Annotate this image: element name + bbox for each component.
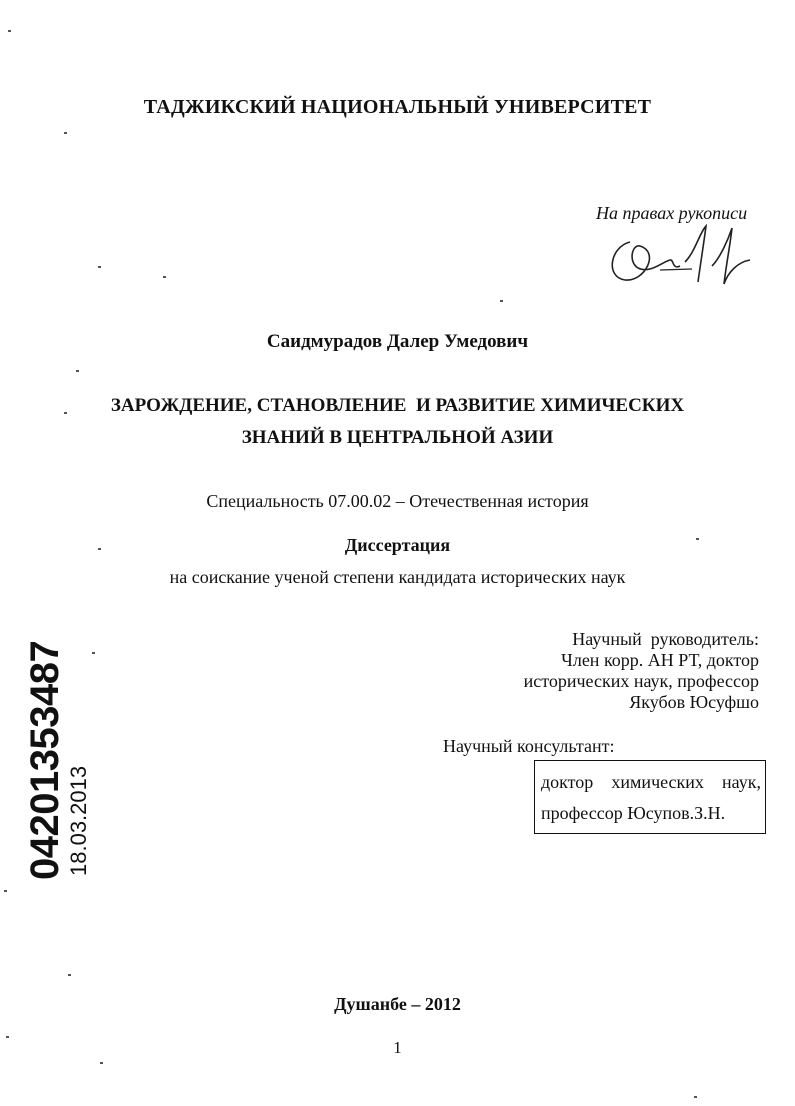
stamp-date: 18.03.2013: [66, 765, 91, 876]
consultant-line-1: доктор химических наук,: [541, 772, 761, 792]
supervisor-line-2: исторических наук, профессор: [523, 671, 759, 691]
consultant-box: [534, 760, 766, 834]
supervisor-line-1: Член корр. АН РТ, доктор: [561, 650, 759, 670]
author-name: Саидмурадов Далер Умедович: [266, 331, 529, 352]
scan-speck: [4, 890, 7, 892]
document-type: Диссертация: [344, 535, 451, 555]
signature-icon: [600, 222, 760, 290]
university-name: ТАДЖИКСКИЙ НАЦИОНАЛЬНЫЙ УНИВЕРСИТЕТ: [143, 96, 652, 118]
scan-speck: [694, 1096, 697, 1098]
registration-stamp: [24, 641, 92, 880]
supervisor-block: [524, 629, 759, 713]
scan-speck: [98, 266, 101, 268]
title-line-1: ЗАРОЖДЕНИЕ, СТАНОВЛЕНИЕ И РАЗВИТИЕ ХИМИЧЕСКИХ: [110, 395, 685, 416]
scan-speck: [500, 300, 503, 302]
scan-speck: [64, 132, 67, 134]
scan-speck: [100, 1062, 103, 1064]
scan-speck: [696, 538, 699, 540]
scan-speck: [98, 548, 101, 550]
scan-speck: [163, 276, 166, 278]
stamp-number: 04201353487: [23, 640, 67, 880]
title-line-2: ЗНАНИЙ В ЦЕНТРАЛЬНОЙ АЗИИ: [241, 427, 554, 448]
consultant-line-2: профессор Юсупов.З.Н.: [541, 803, 726, 823]
scan-speck: [64, 412, 67, 414]
scan-speck: [92, 652, 95, 654]
degree-line: на соискание ученой степени кандидата исторических наук: [169, 567, 626, 587]
rights-note: На правах рукописи: [596, 203, 748, 223]
supervisor-label: Научный руководитель:: [572, 629, 759, 649]
supervisor-name: Якубов Юсуфшо: [629, 692, 759, 712]
scan-speck: [76, 370, 79, 372]
scan-speck: [8, 30, 11, 32]
consultant-label: Научный консультант:: [443, 736, 615, 756]
scan-speck: [68, 974, 71, 976]
scan-speck: [6, 1036, 9, 1038]
specialty: Специальность 07.00.02 – Отечественная история: [206, 491, 589, 511]
city-year: Душанбе – 2012: [334, 994, 461, 1014]
page-number: 1: [393, 1038, 402, 1057]
